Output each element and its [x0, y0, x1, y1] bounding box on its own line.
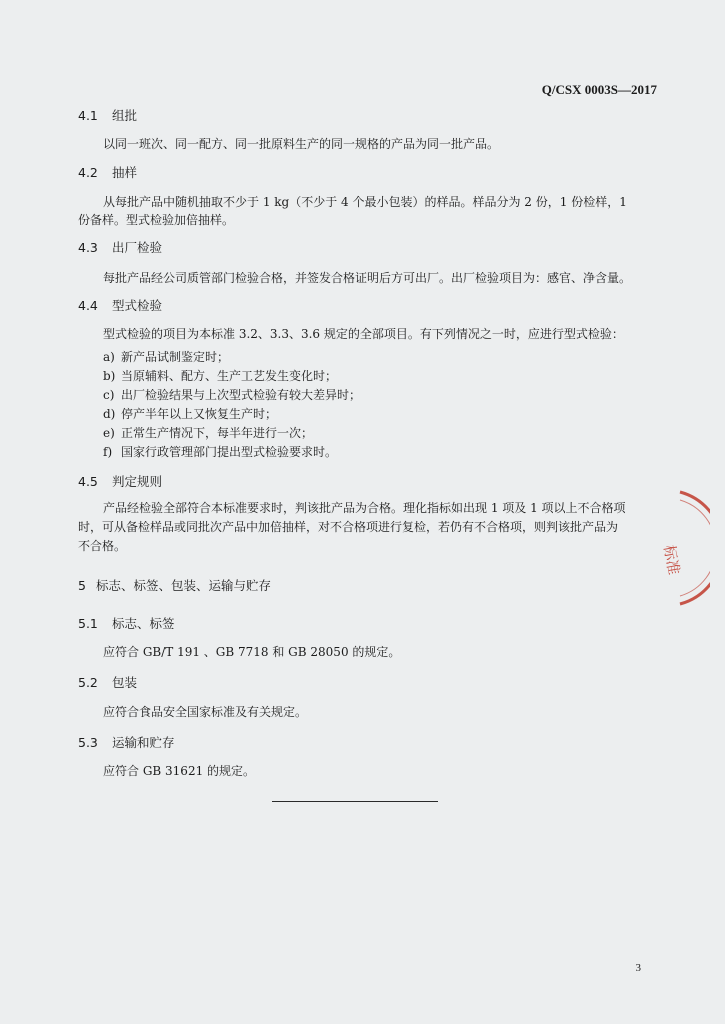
section-number: 5.1	[78, 616, 98, 631]
section-5-2-heading	[78, 673, 137, 691]
section-5-2-text: 应符合食品安全国家标准及有关规定。	[103, 705, 308, 719]
section-4-4-heading	[78, 296, 162, 314]
section-4-5-line-3: 不合格。	[78, 539, 127, 553]
section-4-1-text: 以同一班次、同一配方、同一批原料生产的同一规格的产品为同一批产品。	[103, 137, 500, 151]
section-number: 4.1	[78, 108, 98, 123]
section-5-heading	[78, 576, 271, 594]
section-4-2-line-1: 从每批产品中随机抽取不少于 1 kg（不少于 4 个最小包装）的样品。样品分为 2 份，1 份检样，1	[103, 195, 627, 209]
list-item	[103, 424, 313, 441]
seal-stamp	[650, 488, 710, 608]
section-number: 4.3	[78, 240, 98, 255]
list-item	[103, 348, 229, 365]
section-4-2-heading	[78, 163, 137, 181]
section-number: 5	[78, 578, 86, 593]
section-title: 判定规则	[112, 474, 163, 489]
section-4-3-text: 每批产品经公司质管部门检验合格，并签发合格证明后方可出厂。出厂检验项目为：感官、净含量。	[103, 271, 632, 285]
list-label: e)	[103, 426, 115, 440]
list-text: 出厂检验结果与上次型式检验有较大差异时；	[121, 388, 362, 402]
section-5-1-heading	[78, 614, 175, 632]
section-4-4-intro: 型式检验的项目为本标准 3.2、3.3、3.6 规定的全部项目。有下列情况之一时，应进行型式检验：	[103, 327, 624, 341]
list-text: 新产品试制鉴定时；	[121, 350, 230, 364]
section-number: 5.2	[78, 675, 98, 690]
section-title: 出厂检验	[112, 240, 163, 255]
list-item	[103, 367, 337, 384]
svg-text:标准: 标准	[660, 543, 683, 577]
list-text: 正常生产情况下，每半年进行一次；	[121, 426, 314, 440]
section-4-2-line-2: 份备样。型式检验加倍抽样。	[78, 213, 235, 227]
section-4-3-heading	[78, 238, 162, 256]
section-5-1-text: 应符合 GB/T 191 、GB 7718 和 GB 28050 的规定。	[103, 645, 401, 659]
section-5-3-text: 应符合 GB 31621 的规定。	[103, 764, 256, 778]
list-label: c)	[103, 388, 115, 402]
section-5-3-heading	[78, 733, 175, 751]
list-text: 停产半年以上又恢复生产时；	[121, 407, 278, 421]
section-4-5-line-2: 时，可从备检样品或同批次产品中加倍抽样，对不合格项进行复检，若仍有不合格项，则判该批产品为	[78, 520, 619, 534]
section-number: 4.2	[78, 165, 98, 180]
section-title: 标志、标签	[112, 616, 175, 631]
section-number: 4.4	[78, 298, 98, 313]
list-item	[103, 405, 277, 422]
list-label: d)	[103, 407, 116, 421]
section-4-5-heading	[78, 472, 162, 490]
section-number: 4.5	[78, 474, 98, 489]
page-number: 3	[635, 962, 641, 974]
list-text: 当原辅料、配方、生产工艺发生变化时；	[121, 369, 338, 383]
section-4-5-line-1: 产品经检验全部符合本标准要求时，判该批产品为合格。理化指标如出现 1 项及 1 项以上不合格项	[103, 501, 626, 515]
section-title: 抽样	[112, 165, 138, 180]
end-rule	[272, 801, 438, 802]
list-item	[103, 386, 361, 403]
section-title: 包装	[112, 675, 138, 690]
section-title: 型式检验	[112, 298, 163, 313]
section-title: 标志、标签、包装、运输与贮存	[96, 578, 272, 593]
list-text: 国家行政管理部门提出型式检验要求时。	[121, 445, 338, 459]
section-number: 5.3	[78, 735, 98, 750]
section-title: 运输和贮存	[112, 735, 175, 750]
standard-code: Q/CSX 0003S—2017	[541, 82, 657, 97]
list-label: b)	[103, 369, 116, 383]
list-label: f)	[103, 445, 113, 459]
section-title: 组批	[112, 108, 138, 123]
list-label: a)	[103, 350, 115, 364]
section-4-1-heading	[78, 106, 137, 124]
list-item	[103, 443, 337, 460]
